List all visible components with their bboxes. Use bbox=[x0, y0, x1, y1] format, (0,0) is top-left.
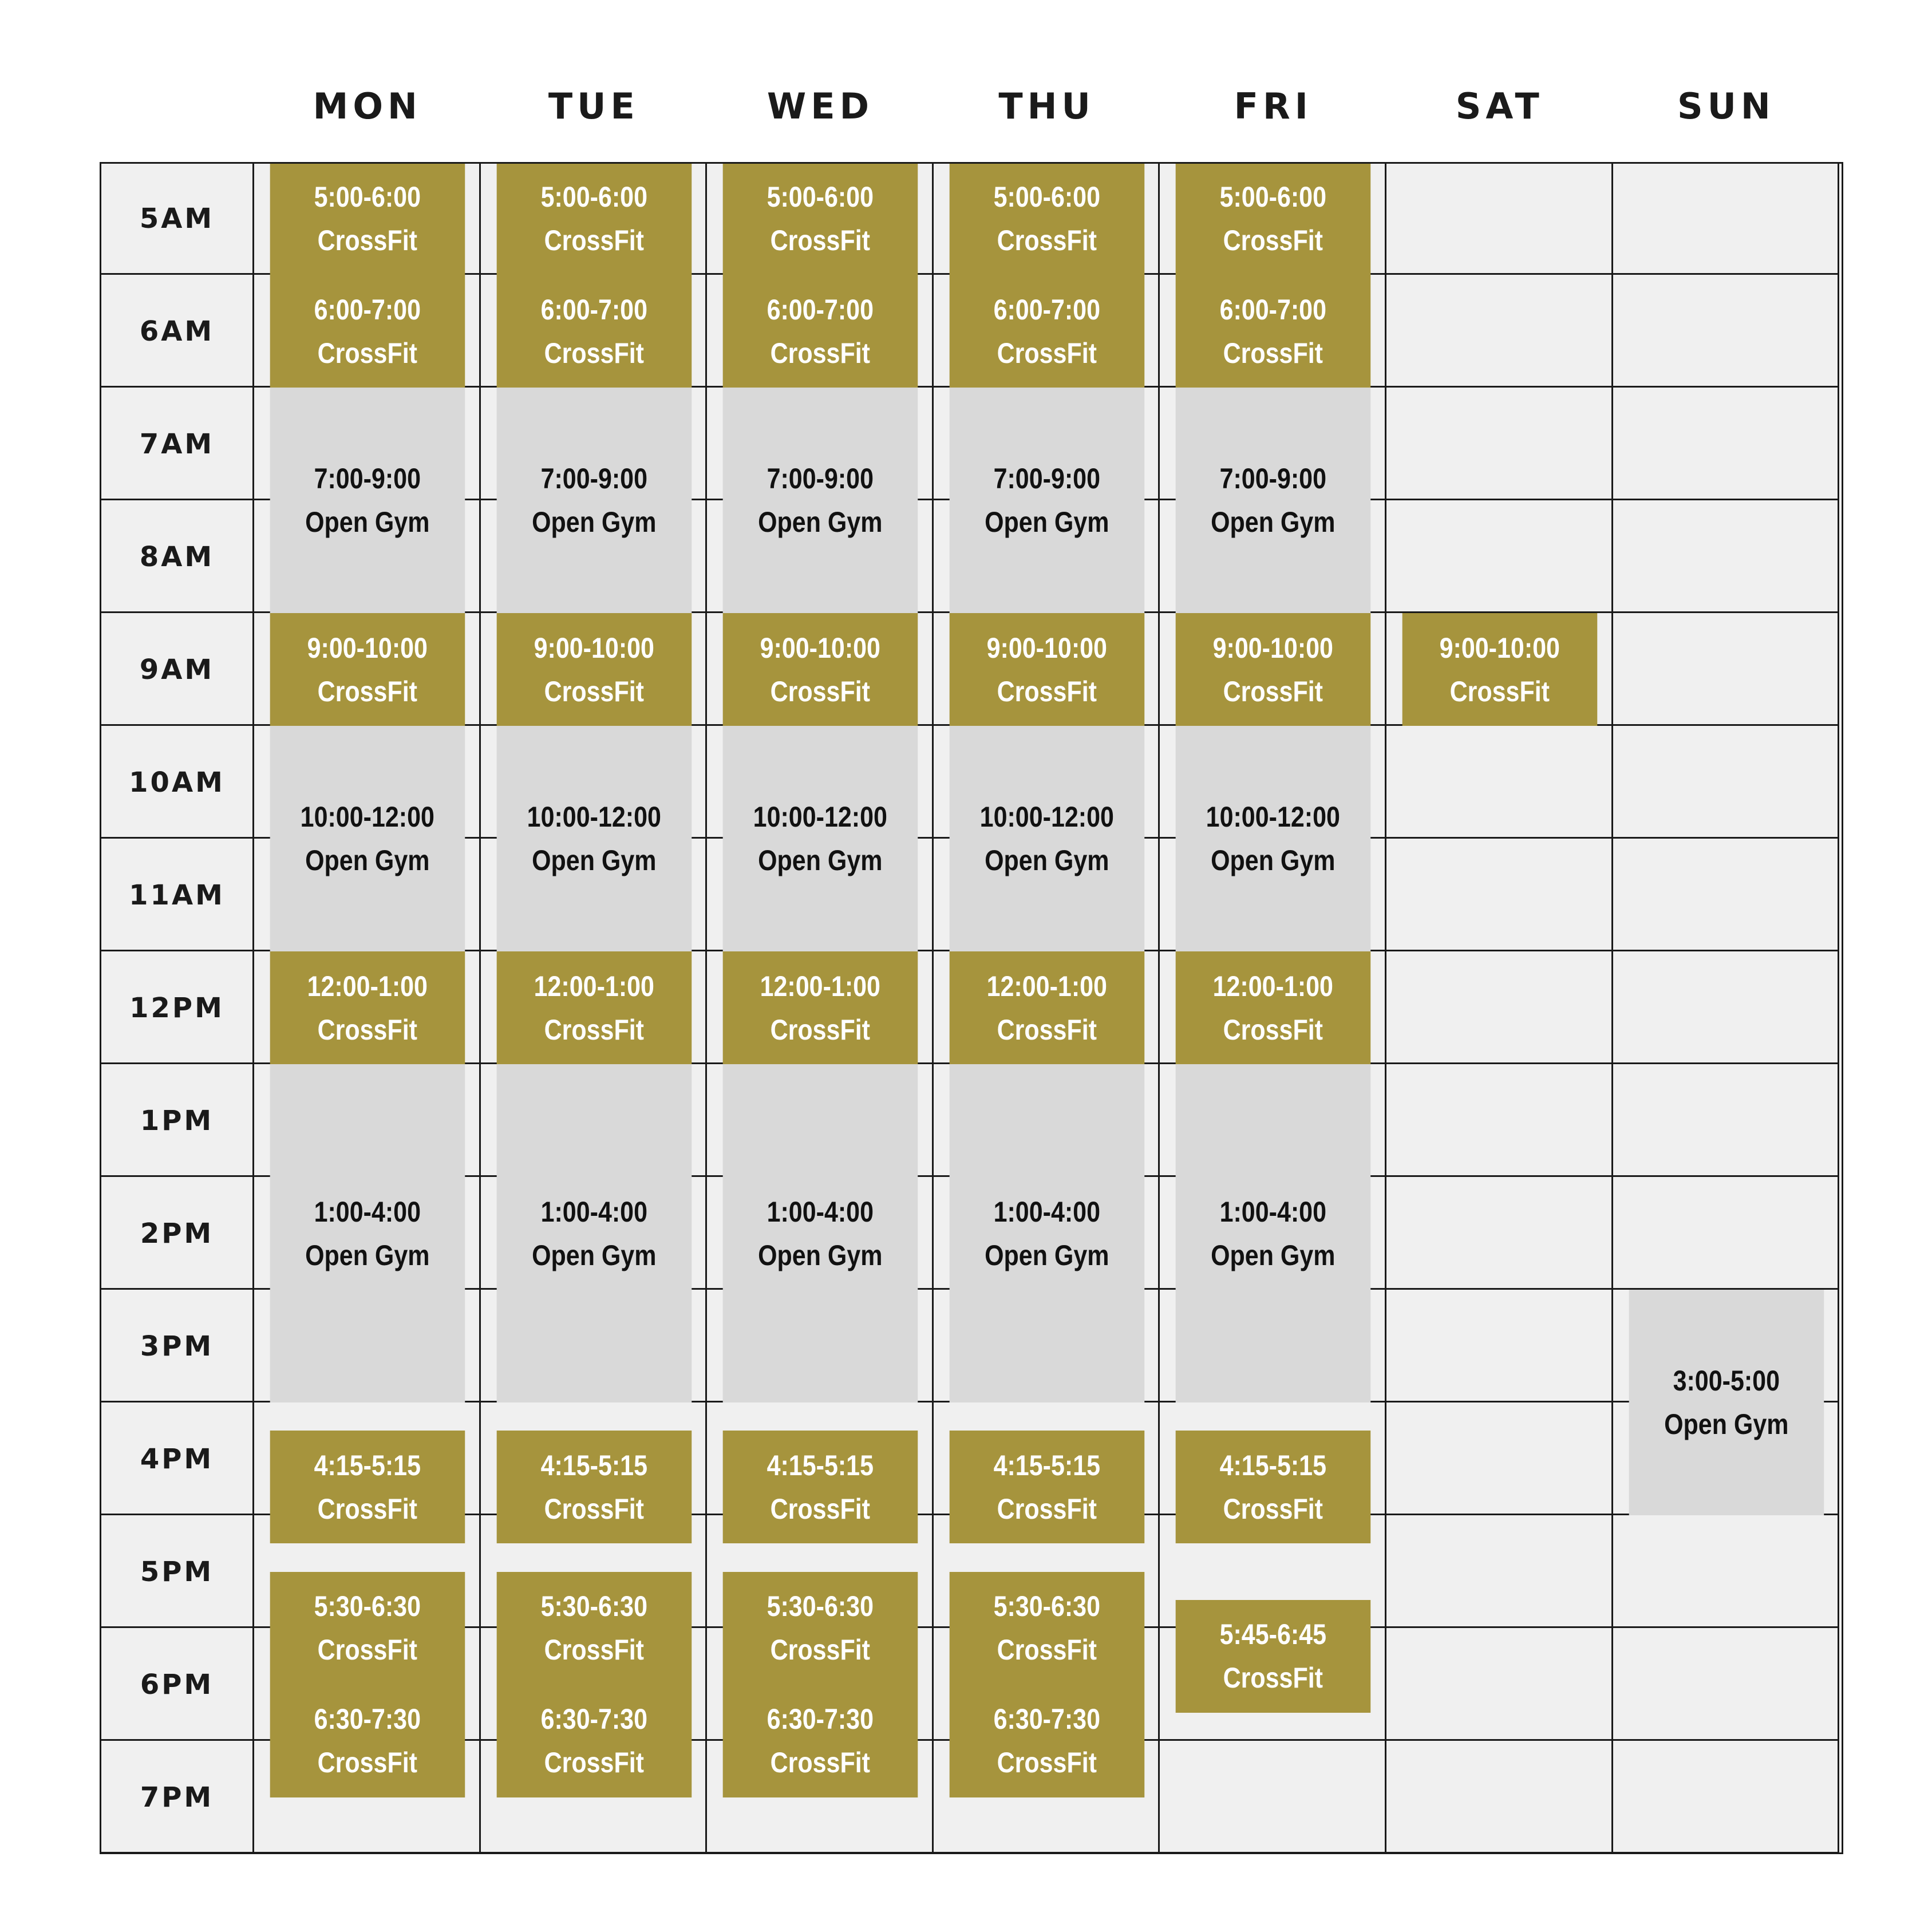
crossfit-class-block[interactable] bbox=[949, 951, 1144, 1064]
crossfit-class-block[interactable] bbox=[1176, 1431, 1370, 1543]
class-name: CrossFit bbox=[770, 337, 871, 369]
crossfit-class-block[interactable] bbox=[949, 613, 1144, 726]
hour-label: 7AM bbox=[139, 428, 215, 460]
class-name: CrossFit bbox=[544, 1492, 644, 1525]
empty-slot bbox=[1386, 1402, 1613, 1515]
crossfit-class-block[interactable] bbox=[1176, 951, 1370, 1064]
class-name: CrossFit bbox=[544, 1634, 644, 1666]
class-time: 5:45-6:45 bbox=[1219, 1618, 1327, 1651]
class-time: 5:30-6:30 bbox=[314, 1590, 421, 1622]
class-time: 6:00-7:00 bbox=[314, 293, 421, 326]
class-time: 5:30-6:30 bbox=[767, 1590, 874, 1622]
empty-slot bbox=[1386, 1064, 1613, 1177]
class-name: Open Gym bbox=[758, 844, 883, 876]
hour-label: 5PM bbox=[140, 1555, 214, 1588]
crossfit-class-block[interactable] bbox=[270, 613, 465, 726]
class-time: 6:30-7:30 bbox=[314, 1703, 421, 1735]
class-time: 4:15-5:15 bbox=[1219, 1449, 1327, 1481]
empty-slot bbox=[1613, 162, 1840, 275]
class-time: 9:00-10:00 bbox=[1439, 631, 1560, 664]
class-name: CrossFit bbox=[997, 1492, 1097, 1525]
empty-slot bbox=[1613, 1515, 1840, 1628]
class-name: CrossFit bbox=[770, 675, 871, 708]
class-time: 6:30-7:30 bbox=[993, 1703, 1100, 1735]
class-time: 7:00-9:00 bbox=[314, 463, 421, 495]
crossfit-class-block[interactable] bbox=[723, 613, 918, 726]
crossfit-class-block[interactable] bbox=[949, 275, 1144, 388]
empty-slot bbox=[1386, 1628, 1613, 1741]
open-gym-block[interactable] bbox=[723, 726, 918, 951]
class-time: 10:00-12:00 bbox=[527, 801, 661, 833]
class-time: 12:00-1:00 bbox=[534, 970, 654, 1002]
class-name: Open Gym bbox=[984, 844, 1109, 876]
class-name: CrossFit bbox=[317, 1634, 418, 1666]
empty-slot bbox=[1386, 1515, 1613, 1628]
crossfit-class-block[interactable] bbox=[723, 162, 918, 275]
crossfit-class-block[interactable] bbox=[949, 162, 1144, 275]
crossfit-class-block[interactable] bbox=[270, 951, 465, 1064]
class-time: 6:00-7:00 bbox=[540, 293, 647, 326]
class-name: Open Gym bbox=[1211, 1239, 1336, 1271]
crossfit-class-block[interactable] bbox=[723, 1572, 918, 1685]
class-time: 10:00-12:00 bbox=[1206, 801, 1341, 833]
hour-label: 4PM bbox=[140, 1443, 214, 1475]
empty-slot bbox=[1613, 1064, 1840, 1177]
crossfit-class-block[interactable] bbox=[949, 1572, 1144, 1685]
class-time: 7:00-9:00 bbox=[767, 463, 874, 495]
empty-slot bbox=[1386, 839, 1613, 951]
class-time: 5:30-6:30 bbox=[993, 1590, 1100, 1622]
crossfit-class-block[interactable] bbox=[496, 1431, 691, 1543]
empty-slot bbox=[1386, 1290, 1613, 1402]
class-name: Open Gym bbox=[531, 844, 657, 876]
hour-label: 9AM bbox=[139, 653, 215, 686]
empty-slot bbox=[1613, 1741, 1840, 1854]
hour-label: 7PM bbox=[140, 1781, 214, 1814]
crossfit-class-block[interactable] bbox=[723, 1685, 918, 1797]
class-name: Open Gym bbox=[305, 1239, 430, 1271]
hour-label: 2PM bbox=[140, 1217, 214, 1250]
open-gym-block[interactable] bbox=[270, 726, 465, 951]
class-name: CrossFit bbox=[1223, 1662, 1323, 1694]
class-name: CrossFit bbox=[1223, 1013, 1323, 1046]
class-time: 4:15-5:15 bbox=[314, 1449, 421, 1481]
empty-slot bbox=[1386, 388, 1613, 500]
class-time: 9:00-10:00 bbox=[760, 631, 881, 664]
class-name: CrossFit bbox=[997, 675, 1097, 708]
class-name: CrossFit bbox=[997, 1747, 1097, 1779]
day-header-tue: TUE bbox=[548, 85, 639, 127]
class-time: 1:00-4:00 bbox=[540, 1195, 647, 1228]
day-header-fri: FRI bbox=[1234, 85, 1313, 127]
crossfit-class-block[interactable] bbox=[723, 275, 918, 388]
class-name: CrossFit bbox=[544, 1747, 644, 1779]
class-time: 9:00-10:00 bbox=[534, 631, 654, 664]
hour-label: 10AM bbox=[129, 766, 225, 799]
class-time: 5:30-6:30 bbox=[540, 1590, 647, 1622]
class-name: CrossFit bbox=[770, 1492, 871, 1525]
class-time: 6:30-7:30 bbox=[540, 1703, 647, 1735]
crossfit-class-block[interactable] bbox=[723, 1431, 918, 1543]
crossfit-class-block[interactable] bbox=[1402, 613, 1597, 726]
class-name: CrossFit bbox=[317, 224, 418, 256]
day-header-thu: THU bbox=[998, 85, 1095, 127]
class-name: CrossFit bbox=[1449, 675, 1550, 708]
class-name: CrossFit bbox=[770, 224, 871, 256]
class-time: 7:00-9:00 bbox=[993, 463, 1100, 495]
empty-slot bbox=[1613, 388, 1840, 500]
class-time: 12:00-1:00 bbox=[1212, 970, 1334, 1002]
class-name: CrossFit bbox=[997, 224, 1097, 256]
class-name: CrossFit bbox=[770, 1634, 871, 1666]
class-time: 3:00-5:00 bbox=[1673, 1365, 1780, 1397]
hour-label: 5AM bbox=[139, 202, 215, 235]
crossfit-class-block[interactable] bbox=[270, 162, 465, 275]
empty-slot bbox=[1613, 726, 1840, 839]
class-time: 10:00-12:00 bbox=[979, 801, 1114, 833]
class-name: CrossFit bbox=[317, 1747, 418, 1779]
class-name: Open Gym bbox=[531, 506, 657, 538]
class-name: Open Gym bbox=[984, 1239, 1109, 1271]
class-name: Open Gym bbox=[1211, 844, 1336, 876]
class-time: 4:15-5:15 bbox=[993, 1449, 1100, 1481]
class-name: Open Gym bbox=[984, 506, 1109, 538]
class-name: CrossFit bbox=[544, 337, 644, 369]
class-time: 1:00-4:00 bbox=[1219, 1195, 1327, 1228]
open-gym-block[interactable] bbox=[496, 726, 691, 951]
class-name: Open Gym bbox=[531, 1239, 657, 1271]
class-name: CrossFit bbox=[544, 1013, 644, 1046]
class-name: CrossFit bbox=[1223, 337, 1323, 369]
empty-slot bbox=[1613, 839, 1840, 951]
hour-label: 12PM bbox=[129, 991, 224, 1024]
open-gym-block[interactable] bbox=[949, 388, 1144, 613]
class-name: CrossFit bbox=[317, 675, 418, 708]
empty-slot bbox=[1160, 1741, 1386, 1854]
class-time: 12:00-1:00 bbox=[986, 970, 1107, 1002]
class-time: 7:00-9:00 bbox=[540, 463, 647, 495]
crossfit-class-block[interactable] bbox=[496, 162, 691, 275]
day-header-sat: SAT bbox=[1455, 85, 1544, 127]
hour-label: 8AM bbox=[139, 540, 215, 573]
class-name: CrossFit bbox=[997, 337, 1097, 369]
class-time: 5:00-6:00 bbox=[993, 180, 1100, 213]
crossfit-class-block[interactable] bbox=[496, 1685, 691, 1797]
class-time: 9:00-10:00 bbox=[1212, 631, 1334, 664]
hour-label: 6PM bbox=[140, 1668, 214, 1701]
class-time: 4:15-5:15 bbox=[767, 1449, 874, 1481]
hour-label: 11AM bbox=[129, 879, 225, 911]
open-gym-block[interactable] bbox=[270, 388, 465, 613]
empty-slot bbox=[1613, 1628, 1840, 1741]
hour-label: 3PM bbox=[140, 1330, 214, 1362]
empty-slot bbox=[1386, 275, 1613, 388]
open-gym-block[interactable] bbox=[496, 1064, 691, 1402]
open-gym-block[interactable] bbox=[496, 388, 691, 613]
class-name: Open Gym bbox=[758, 1239, 883, 1271]
class-name: Open Gym bbox=[305, 506, 430, 538]
open-gym-block[interactable] bbox=[1176, 726, 1370, 951]
crossfit-class-block[interactable] bbox=[496, 1572, 691, 1685]
hour-label: 6AM bbox=[139, 315, 215, 347]
class-name: CrossFit bbox=[544, 675, 644, 708]
crossfit-class-block[interactable] bbox=[270, 1572, 465, 1685]
class-name: CrossFit bbox=[1223, 675, 1323, 708]
class-time: 9:00-10:00 bbox=[307, 631, 428, 664]
class-name: CrossFit bbox=[770, 1013, 871, 1046]
day-header-wed: WED bbox=[767, 85, 874, 127]
crossfit-class-block[interactable] bbox=[496, 275, 691, 388]
open-gym-block[interactable] bbox=[949, 726, 1144, 951]
open-gym-block[interactable] bbox=[270, 1064, 465, 1402]
class-time: 5:00-6:00 bbox=[1219, 180, 1327, 213]
empty-slot bbox=[1386, 726, 1613, 839]
class-time: 5:00-6:00 bbox=[767, 180, 874, 213]
class-time: 6:00-7:00 bbox=[1219, 293, 1327, 326]
class-name: CrossFit bbox=[770, 1747, 871, 1779]
class-time: 7:00-9:00 bbox=[1219, 463, 1327, 495]
class-name: CrossFit bbox=[997, 1634, 1097, 1666]
day-header-mon: MON bbox=[313, 85, 422, 127]
class-name: Open Gym bbox=[1211, 506, 1336, 538]
hour-label: 1PM bbox=[140, 1104, 214, 1137]
class-name: CrossFit bbox=[317, 1492, 418, 1525]
empty-slot bbox=[1613, 275, 1840, 388]
class-time: 6:00-7:00 bbox=[767, 293, 874, 326]
class-name: Open Gym bbox=[305, 844, 430, 876]
class-name: Open Gym bbox=[1664, 1408, 1789, 1440]
empty-slot bbox=[1386, 500, 1613, 613]
class-time: 12:00-1:00 bbox=[760, 970, 881, 1002]
day-header-sun: SUN bbox=[1677, 85, 1775, 127]
crossfit-class-block[interactable] bbox=[1176, 613, 1370, 726]
open-gym-block[interactable] bbox=[1176, 1064, 1370, 1402]
class-name: CrossFit bbox=[317, 1013, 418, 1046]
crossfit-class-block[interactable] bbox=[723, 951, 918, 1064]
empty-slot bbox=[1386, 1741, 1613, 1854]
class-name: CrossFit bbox=[317, 337, 418, 369]
open-gym-block[interactable] bbox=[723, 388, 918, 613]
crossfit-class-block[interactable] bbox=[270, 1431, 465, 1543]
open-gym-block[interactable] bbox=[1176, 388, 1370, 613]
empty-slot bbox=[1386, 1177, 1613, 1290]
crossfit-class-block[interactable] bbox=[1176, 162, 1370, 275]
class-name: CrossFit bbox=[1223, 1492, 1323, 1525]
class-time: 4:15-5:15 bbox=[540, 1449, 647, 1481]
class-name: Open Gym bbox=[758, 506, 883, 538]
class-name: CrossFit bbox=[544, 224, 644, 256]
crossfit-class-block[interactable] bbox=[270, 275, 465, 388]
class-time: 1:00-4:00 bbox=[993, 1195, 1100, 1228]
open-gym-block[interactable] bbox=[723, 1064, 918, 1402]
crossfit-class-block[interactable] bbox=[949, 1431, 1144, 1543]
crossfit-class-block[interactable] bbox=[949, 1685, 1144, 1797]
class-time: 10:00-12:00 bbox=[300, 801, 434, 833]
class-time: 1:00-4:00 bbox=[314, 1195, 421, 1228]
class-time: 9:00-10:00 bbox=[986, 631, 1107, 664]
class-time: 1:00-4:00 bbox=[767, 1195, 874, 1228]
open-gym-block[interactable] bbox=[1629, 1290, 1823, 1515]
class-time: 12:00-1:00 bbox=[307, 970, 428, 1002]
empty-slot bbox=[1386, 951, 1613, 1064]
open-gym-block[interactable] bbox=[949, 1064, 1144, 1402]
empty-slot bbox=[1613, 500, 1840, 613]
class-time: 10:00-12:00 bbox=[753, 801, 888, 833]
crossfit-class-block[interactable] bbox=[1176, 275, 1370, 388]
crossfit-class-block[interactable] bbox=[496, 613, 691, 726]
class-time: 5:00-6:00 bbox=[540, 180, 647, 213]
empty-slot bbox=[1613, 1177, 1840, 1290]
crossfit-class-block[interactable] bbox=[1176, 1600, 1370, 1713]
crossfit-class-block[interactable] bbox=[496, 951, 691, 1064]
class-time: 5:00-6:00 bbox=[314, 180, 421, 213]
class-time: 6:00-7:00 bbox=[993, 293, 1100, 326]
crossfit-class-block[interactable] bbox=[270, 1685, 465, 1797]
empty-slot bbox=[1613, 613, 1840, 726]
class-time: 6:30-7:30 bbox=[767, 1703, 874, 1735]
class-name: CrossFit bbox=[997, 1013, 1097, 1046]
empty-slot bbox=[1386, 162, 1613, 275]
empty-slot bbox=[1613, 951, 1840, 1064]
class-name: CrossFit bbox=[1223, 224, 1323, 256]
